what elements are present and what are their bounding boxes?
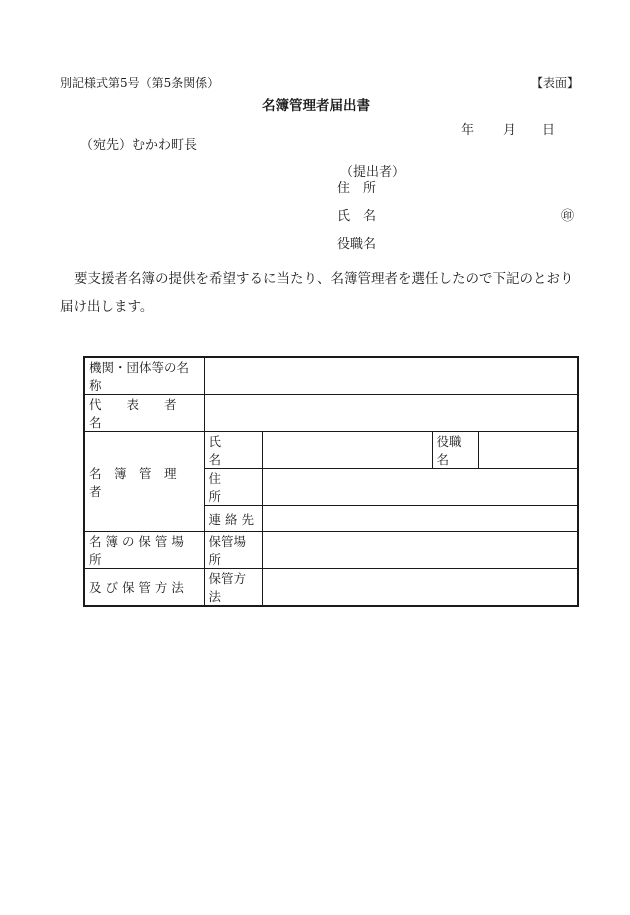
manager-position-label: 役職名 (432, 432, 478, 469)
manager-address-field[interactable] (262, 469, 578, 506)
body-line-2: 届け出します。 (60, 299, 154, 315)
submitter-heading: （提出者） (340, 165, 406, 180)
manager-name-label: 氏 名 (204, 432, 262, 469)
date-year-label: 年 (461, 123, 475, 138)
storage-place-label: 保管場所 (204, 532, 262, 569)
manager-label: 名 簿 管 理 者 (84, 432, 204, 532)
side-label: 【表面】 (531, 76, 580, 90)
document-title: 名簿管理者届出書 (262, 98, 370, 114)
manager-contact-field[interactable] (262, 506, 578, 532)
manager-contact-label: 連 絡 先 (204, 506, 262, 532)
table-row-manager-name (84, 432, 578, 469)
seal-mark: ㊞ (561, 209, 575, 224)
submitter-name-label: 氏 名 (337, 209, 377, 224)
org-name-label: 機関・団体等の名称 (84, 357, 204, 395)
table-row-org (84, 357, 578, 395)
storage-place-field[interactable] (262, 532, 578, 569)
storage-label-line-1: 名 簿 の 保 管 場 所 (84, 532, 204, 569)
submitter-position-label: 役職名 (337, 237, 377, 252)
table-row-storage-place (84, 532, 578, 569)
date-day-label: 日 (542, 123, 556, 138)
addressee: （宛先）むかわ町長 (80, 138, 198, 153)
manager-form-table (83, 356, 579, 607)
table-row-storage-method (84, 569, 578, 607)
manager-address-label: 住 所 (204, 469, 262, 506)
body-line-1: 要支援者名簿の提供を希望するに当たり、名簿管理者を選任したので下記のとおり (74, 271, 574, 287)
manager-position-field[interactable] (478, 432, 578, 469)
manager-name-field[interactable] (262, 432, 432, 469)
storage-method-label: 保管方法 (204, 569, 262, 607)
representative-label: 代 表 者 名 (84, 395, 204, 432)
org-name-field[interactable] (204, 357, 578, 395)
representative-field[interactable] (204, 395, 578, 432)
form-number: 別記様式第5号（第5条関係） (60, 76, 220, 90)
submitter-address-label: 住 所 (337, 181, 377, 196)
storage-label-line-2: 及 び 保 管 方 法 (84, 569, 204, 607)
table-row-representative (84, 395, 578, 432)
date-month-label: 月 (503, 123, 517, 138)
storage-method-field[interactable] (262, 569, 578, 607)
